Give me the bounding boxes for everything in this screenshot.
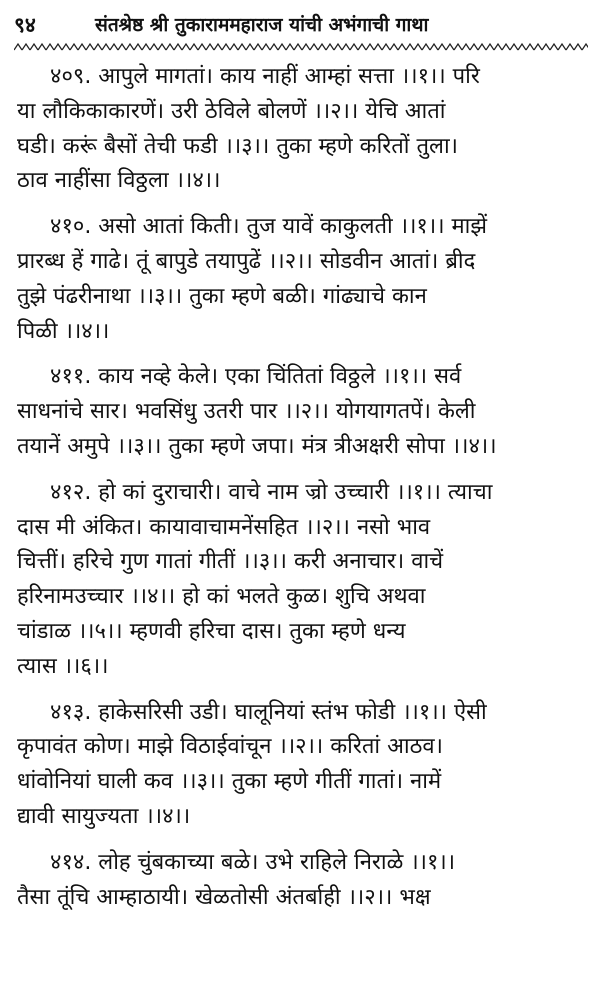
- abhang-text: [17, 60, 583, 926]
- text-line: दास मी अंकित। कायावाचामनेंसहित ।।२।। नसो भाव: [17, 514, 431, 540]
- abhang-paragraph: [17, 360, 583, 464]
- text-line: पिळी ।।४।।: [17, 318, 110, 344]
- text-line: तुझे पंढरीनाथा ।।३।। तुका म्हणे बळी। गांढ्याचे कान: [17, 283, 427, 309]
- text-line: ४१२. हो कां दुराचारी। वाचे नाम ज्रो उच्चारी ।।१।। त्याचा: [50, 479, 493, 505]
- text-line: धांवोनियां घाली कव ।।३।। तुका म्हणे गीतीं गातां। नामें: [17, 769, 442, 795]
- text-line: कृपावंत कोण। माझे विठाईवांचून ।।२।। करितां आठव।: [17, 734, 443, 760]
- text-line: ४१३. हाकेसरिसी उडी। घालूनियां स्तंभ फोडी ।।१।। ऐसी: [50, 699, 487, 725]
- running-title: संतश्रेष्ठ श्री तुकाराममहाराज यांची अभंगाची गाथा: [95, 14, 429, 36]
- text-line: साधनांचे सार। भवसिंधु उतरी पार ।।२।। योगयागतपें। केली: [17, 399, 476, 425]
- text-line: द्यावी सायुज्यता ।।४।।: [17, 803, 191, 829]
- page-number: ९४: [14, 13, 36, 37]
- text-line: प्रारब्ध हें गाढे। तूं बापुडे तयापुढें ।।२।। सोडवीन आतां। ब्रीद: [17, 248, 476, 274]
- decorative-rule: [14, 42, 588, 52]
- abhang-paragraph: [17, 60, 583, 199]
- text-line: ४१४. लोह चुंबकाच्या बळे। उभे राहिले निराळे ।।१।।: [50, 849, 456, 875]
- text-line: या लौकिकाकारणें। उरी ठेविले बोलणें ।।२।। येचि आतां: [17, 98, 446, 124]
- text-line: ४११. काय नव्हे केले। एका चिंतितां विठ्ठले ।।१।। सर्व: [50, 364, 462, 390]
- abhang-paragraph: [17, 846, 583, 916]
- text-line: तैसा तूंचि आम्हाठायी। खेळतोसी अंतर्बाही ।।२।। भक्ष: [17, 884, 431, 910]
- text-line: त्यास ।।६।।: [17, 653, 109, 679]
- text-line: तयानें अमुपे ।।३।। तुका म्हणे जपा। मंत्र त्रीअक्षरी सोपा ।।४।।: [17, 433, 497, 459]
- abhang-paragraph: [17, 210, 583, 349]
- text-line: ४१०. असो आतां किती। तुज यावें काकुलती ।।१।। माझें: [50, 214, 488, 240]
- text-line: चित्तीं। हरिचे गुण गातां गीतीं ।।३।। करी अनाचार। वाचें: [17, 549, 444, 575]
- abhang-paragraph: [17, 476, 583, 685]
- text-line: चांडाळ ।।५।। म्हणवी हरिचा दास। तुका म्हणे धन्य: [17, 618, 406, 644]
- abhang-paragraph: [17, 696, 583, 835]
- text-line: घडी। करूं बैसों तेची फडी ।।३।। तुका म्हणे करितों तुला।: [17, 133, 458, 159]
- text-line: ठाव नाहींसा विठ्ठला ।।४।।: [17, 168, 221, 194]
- page-header: [0, 0, 600, 52]
- text-line: हरिनामउच्चार ।।४।। हो कां भलते कुळ। शुचि अथवा: [17, 584, 426, 610]
- text-line: ४०९. आपुले मागतां। काय नाहीं आम्हां सत्ता ।।१।। परि: [50, 64, 480, 89]
